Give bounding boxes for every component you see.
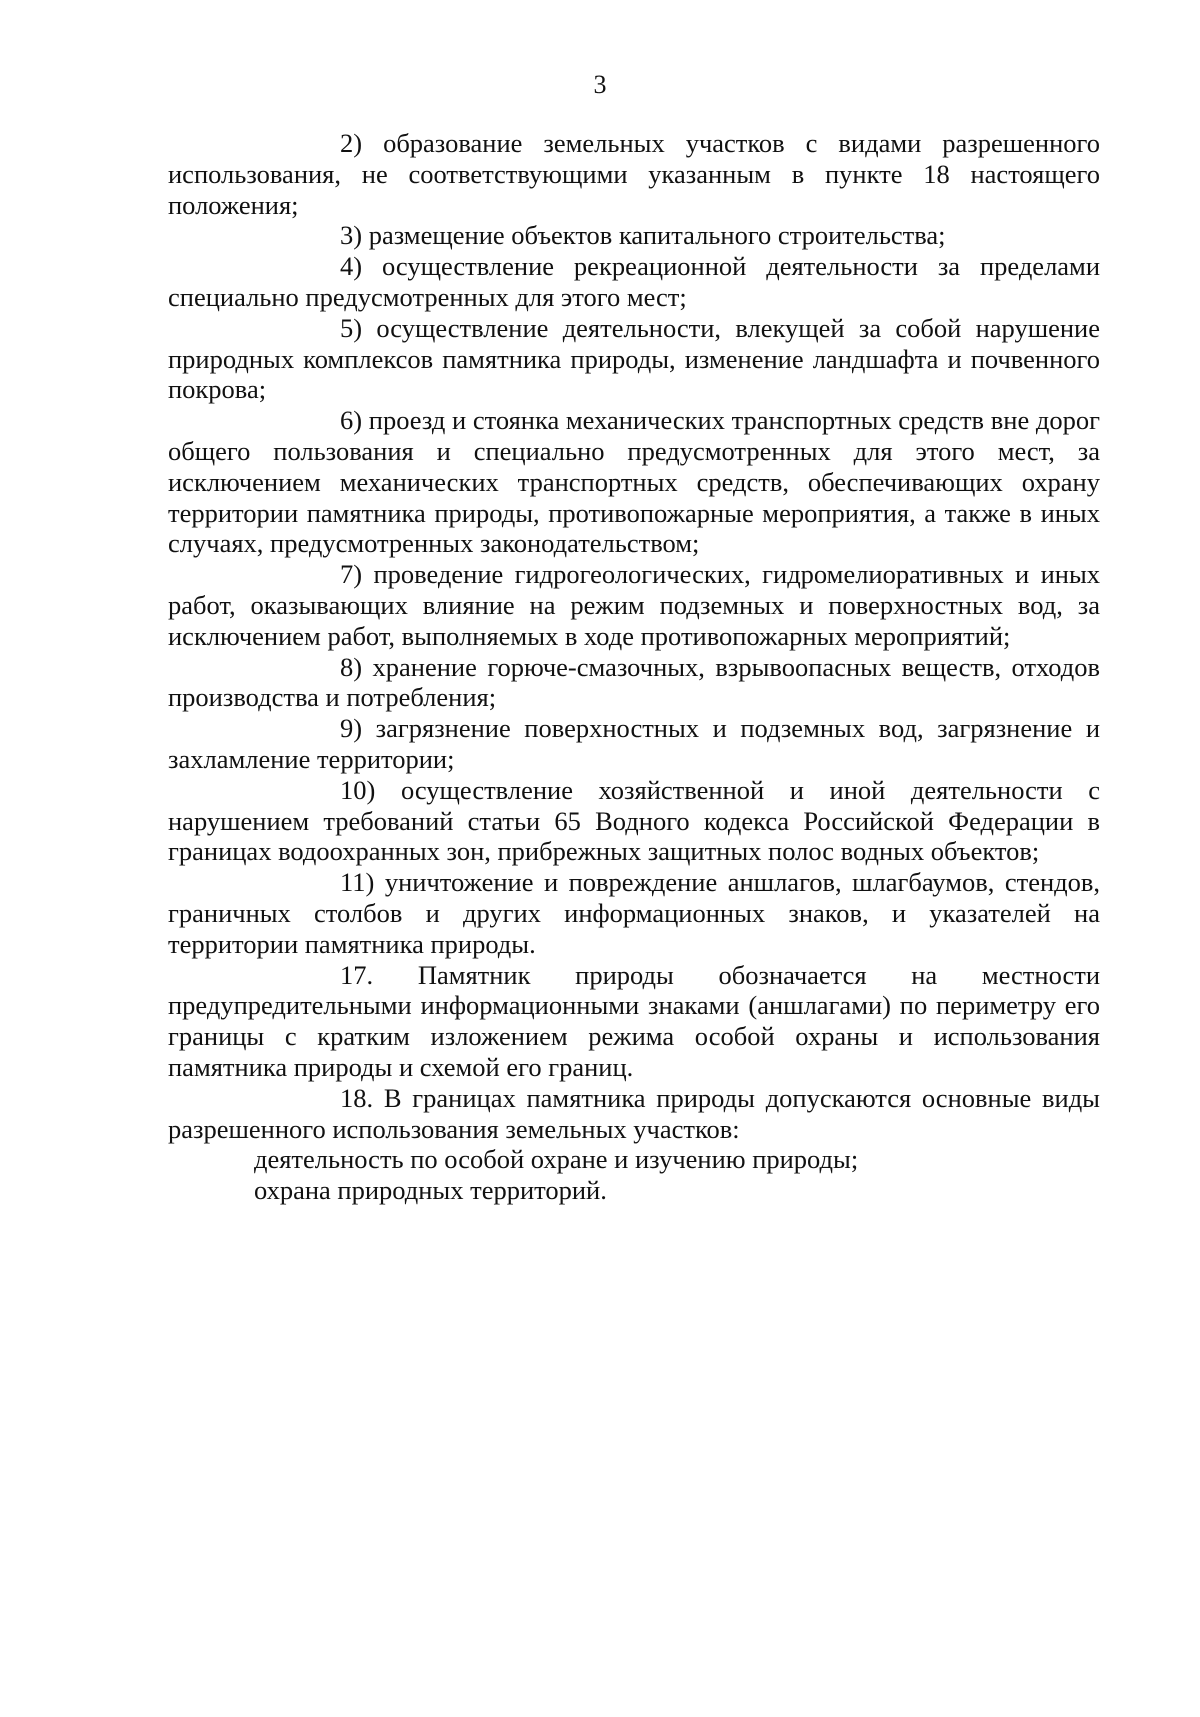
section-paragraph	[168, 960, 1100, 1083]
item-number: 3)	[340, 220, 363, 251]
item-number: 5)	[340, 312, 363, 343]
section-text: Памятник природы обозначается на местности предупредительными информационными знаками (аншлагами) по периметру его границы с кратким изложением режима особой охраны и использования памятника природы и схемой его границ.	[168, 959, 1100, 1082]
list-item	[168, 559, 1100, 651]
list-item	[168, 775, 1100, 867]
item-text: размещение объектов капитального строительства;	[368, 220, 946, 251]
list-item	[168, 713, 1100, 775]
permitted-use-text: охрана природных территорий.	[254, 1175, 607, 1206]
list-item	[168, 652, 1100, 714]
item-text: уничтожение и повреждение аншлагов, шлагбаумов, стендов, граничных столбов и других информационных знаков, и указателей на территории памятника природы.	[168, 867, 1101, 959]
list-item	[168, 313, 1100, 405]
section-number: 17.	[340, 959, 374, 990]
item-text: осуществление хозяйственной и иной деятельности с нарушением требований статьи 65 Водного кодекса Российской Федерации в границах водоохранных зон, прибрежных защитных полос водных объектов;	[168, 774, 1101, 867]
item-text: осуществление рекреационной деятельности за пределами специально предусмотренных для этого мест;	[168, 251, 1101, 312]
permitted-use-item	[168, 1175, 1100, 1206]
permitted-use-item	[168, 1144, 1100, 1175]
section-paragraph	[168, 1083, 1100, 1145]
list-item	[168, 867, 1100, 959]
section-text: В границах памятника природы допускаются основные виды разрешенного использования земельных участков:	[168, 1082, 1100, 1144]
item-text: проведение гидрогеологических, гидромелиоративных и иных работ, оказывающих влияние на режим подземных и поверхностных вод, за исключением работ, выполняемых в ходе противопожарных мероприятий;	[168, 559, 1100, 651]
page-number: 3	[593, 70, 607, 99]
item-number: 8)	[340, 651, 363, 682]
item-number: 10)	[340, 774, 376, 805]
item-number: 6)	[340, 405, 363, 436]
item-text: хранение горюче-смазочных, взрывоопасных веществ, отходов производства и потребления;	[168, 651, 1100, 713]
item-text: проезд и стоянка механических транспортных средств вне дорог общего пользования и специально предусмотренных для этого мест, за исключением механических транспортных средств, обеспечивающих охрану территории памятника природы, противопожарные мероприятия, а также в иных случаях, предусмотренных законодательством;	[168, 405, 1100, 559]
list-item	[168, 251, 1100, 313]
list-item	[168, 405, 1100, 559]
list-item	[168, 220, 1100, 251]
item-number: 11)	[340, 867, 375, 898]
item-text: загрязнение поверхностных и подземных вод, загрязнение и захламление территории;	[168, 713, 1100, 774]
item-text: образование земельных участков с видами разрешенного использования, не соответствующими указанным в пункте 18 настоящего положения;	[168, 128, 1100, 220]
list-item	[168, 128, 1100, 220]
document-body	[168, 128, 1100, 1206]
item-number: 2)	[340, 128, 363, 158]
permitted-use-text: деятельность по особой охране и изучению природы;	[254, 1144, 859, 1175]
item-number: 7)	[340, 559, 363, 590]
item-number: 9)	[340, 713, 363, 744]
section-number: 18.	[340, 1082, 374, 1113]
item-number: 4)	[340, 251, 363, 282]
item-text: осуществление деятельности, влекущей за собой нарушение природных комплексов памятника природы, изменение ландшафта и почвенного покрова;	[168, 312, 1100, 405]
